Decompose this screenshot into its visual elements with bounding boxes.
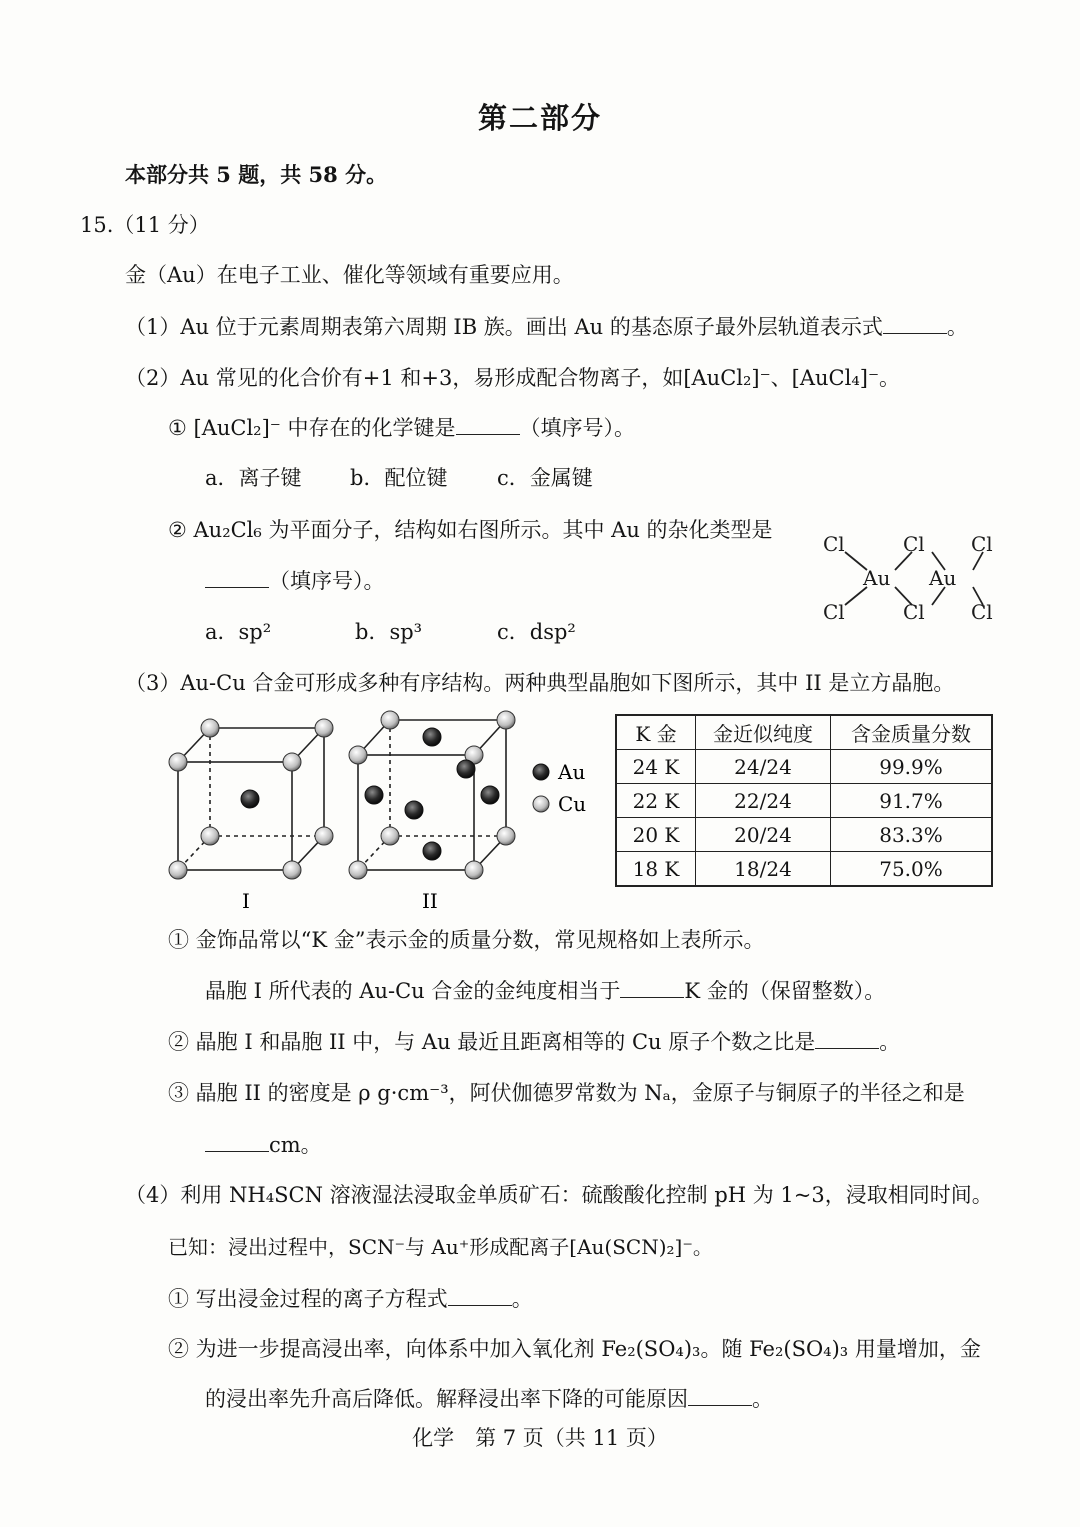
table-row — [616, 750, 992, 784]
k-gold-table — [615, 714, 993, 887]
cl-atom-label: Cl — [971, 600, 993, 624]
table-cell: 91.7% — [831, 784, 993, 818]
part-2: （2）Au 常见的化合价有+1 和+3，易形成配合物离子，如[AuCl₂]⁻、[AuCl₄]⁻。 — [125, 366, 901, 390]
part-3-2-end: 。 — [879, 1030, 901, 1054]
table-cell: 75.0% — [831, 852, 993, 887]
cell-I-label: I — [242, 889, 250, 913]
cl-atom-label: Cl — [903, 600, 925, 624]
answer-blank[interactable] — [815, 1028, 879, 1049]
table-row — [616, 818, 992, 852]
cl-atom-label: Cl — [971, 532, 993, 556]
answer-blank[interactable] — [620, 977, 684, 998]
part-2-2: ② Au₂Cl₆ 为平面分子，结构如右图所示。其中 Au 的杂化类型是 — [168, 518, 773, 542]
crystal-cells-figure — [160, 710, 620, 915]
part-4-known: 已知：浸出过程中，SCN⁻与 Au⁺形成配离子[Au(SCN)₂]⁻。 — [168, 1235, 713, 1259]
au-atom-label: Au — [863, 566, 891, 590]
part-3-3-line2 — [205, 1130, 322, 1160]
part-3-1a: ① 金饰品常以“K 金”表示金的质量分数，常见规格如上表所示。 — [168, 928, 765, 952]
legend-cu: Cu — [558, 792, 587, 816]
part-3-1b-end: K 金的（保留整数）。 — [684, 979, 886, 1003]
part-4-1-end: 。 — [511, 1287, 533, 1311]
cell-II-label: II — [422, 889, 438, 913]
part-2-2-options — [205, 617, 576, 647]
part-1 — [125, 312, 968, 342]
table-row — [616, 852, 992, 887]
part-2-2-end: （填序号）。 — [269, 569, 385, 593]
part-1-end: 。 — [946, 315, 968, 339]
part-3-2 — [168, 1027, 900, 1057]
option-c: c．金属键 — [497, 466, 593, 490]
table-header-row — [616, 715, 992, 750]
cell-I-atoms — [169, 719, 333, 879]
section-intro: 本部分共 5 题，共 58 分。 — [125, 162, 388, 187]
part-2-1 — [168, 413, 635, 443]
option-a: a．离子键 — [205, 466, 302, 490]
page-footer: 化学 第 7 页（共 11 页） — [412, 1426, 668, 1450]
answer-blank[interactable] — [688, 1385, 752, 1406]
answer-blank[interactable] — [205, 567, 269, 588]
answer-blank[interactable] — [456, 414, 520, 435]
question-stem: 金（Au）在电子工业、催化等领域有重要应用。 — [125, 263, 574, 287]
part-3-3: ③ 晶胞 II 的密度是 ρ g·cm⁻³，阿伏伽德罗常数为 Nₐ，金原子与铜原子的半径之和是 — [168, 1081, 965, 1105]
part-4: （4）利用 NH₄SCN 溶液湿法浸取金单质矿石：硫酸酸化控制 pH 为 1~3，浸取相同时间。 — [125, 1183, 993, 1207]
part-3-2-text: ② 晶胞 I 和晶胞 II 中，与 Au 最近且距离相等的 Cu 原子个数之比是 — [168, 1030, 816, 1054]
answer-blank[interactable] — [883, 313, 947, 334]
part-3-1b — [205, 976, 885, 1006]
table-cell: 18/24 — [696, 852, 831, 887]
part-1-text: （1）Au 位于元素周期表第六周期 IB 族。画出 Au 的基态原子最外层轨道表示式 — [125, 315, 883, 339]
au2cl6-structure — [815, 525, 1005, 630]
part-3-3-end: cm。 — [269, 1133, 322, 1157]
part-2-1-end: （填序号）。 — [519, 416, 636, 440]
table-header: 金近似纯度 — [696, 715, 831, 750]
au-atom-label: Au — [929, 566, 957, 590]
answer-blank[interactable] — [448, 1285, 512, 1306]
table-cell: 83.3% — [831, 818, 993, 852]
question-number: 15.（11 分） — [80, 213, 210, 237]
part-4-1 — [168, 1284, 533, 1314]
part-4-2b-text: 的浸出率先升高后降低。解释浸出率下降的可能原因 — [205, 1387, 688, 1411]
legend-au: Au — [558, 760, 586, 784]
section-title: 第二部分 — [477, 101, 602, 135]
option-a: a．sp² — [205, 620, 272, 644]
atom-legend — [533, 760, 586, 816]
table-cell: 20/24 — [696, 818, 831, 852]
part-3: （3）Au-Cu 合金可形成多种有序结构。两种典型晶胞如下图所示，其中 II 是立方晶胞。 — [125, 671, 955, 695]
part-4-2b — [205, 1384, 773, 1414]
answer-blank[interactable] — [205, 1131, 269, 1152]
table-cell: 18 K — [616, 852, 696, 887]
part-4-2b-end: 。 — [752, 1387, 773, 1411]
part-4-2a: ② 为进一步提高浸出率，向体系中加入氧化剂 Fe₂(SO₄)₃。随 Fe₂(SO₄)₃ 用量增加，金 — [168, 1337, 981, 1361]
option-b: b．sp³ — [355, 620, 423, 644]
table-cell: 22 K — [616, 784, 696, 818]
part-2-2-line2 — [205, 566, 385, 596]
option-c: c．dsp² — [497, 620, 576, 644]
part-3-1b-text: 晶胞 I 所代表的 Au-Cu 合金的金纯度相当于 — [205, 979, 621, 1003]
cl-atom-label: Cl — [823, 532, 845, 556]
part-4-1-text: ① 写出浸金过程的离子方程式 — [168, 1287, 448, 1311]
table-header: 含金质量分数 — [831, 715, 993, 750]
option-b: b．配位键 — [350, 466, 448, 490]
table-header: K 金 — [616, 715, 696, 750]
table-cell: 24/24 — [696, 750, 831, 784]
table-cell: 99.9% — [831, 750, 993, 784]
table-row — [616, 784, 992, 818]
table-cell: 24 K — [616, 750, 696, 784]
cl-atom-label: Cl — [903, 532, 925, 556]
table-cell: 20 K — [616, 818, 696, 852]
part-2-1-text: ① [AuCl₂]⁻ 中存在的化学键是 — [168, 416, 456, 440]
cl-atom-label: Cl — [823, 600, 845, 624]
part-2-1-options — [205, 463, 593, 493]
table-cell: 22/24 — [696, 784, 831, 818]
